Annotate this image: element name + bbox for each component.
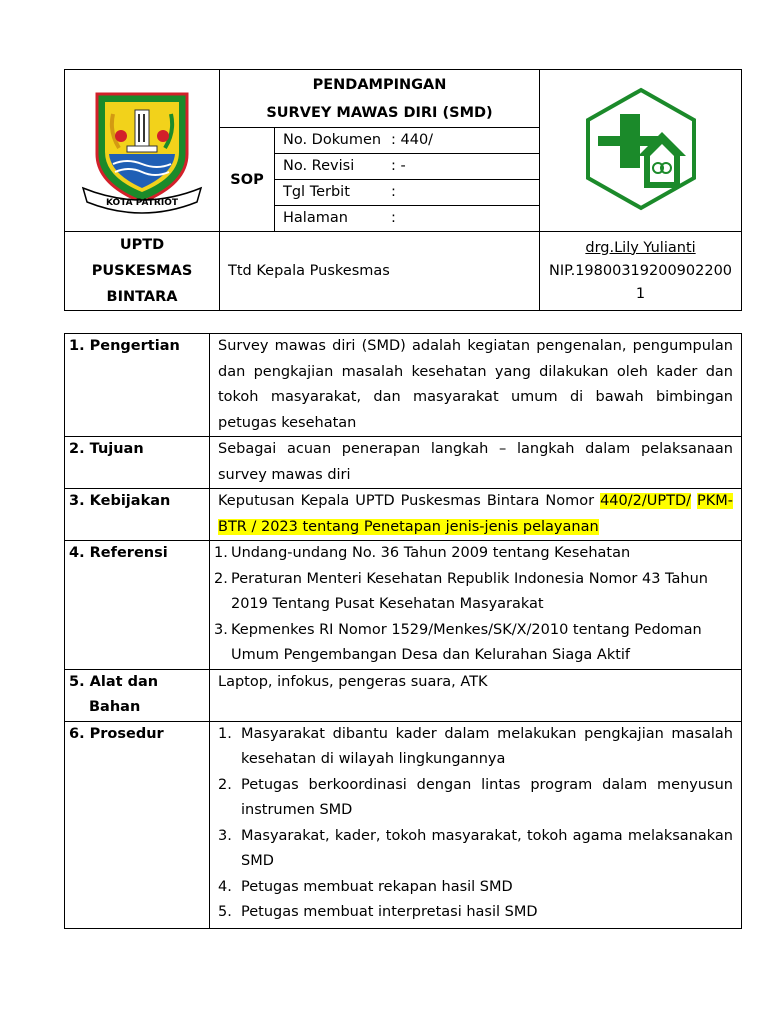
sop-content-table [64,333,742,929]
list-item: 1. Masyarakat dibantu kader dalam melakukan pengkajian masalah kesehatan di wilayah lingkungannya [218,725,733,767]
signature-label: Ttd Kepala Puskesmas [220,232,540,311]
section-label: 4. Referensi [65,541,210,670]
section-body: Survey mawas diri (SMD) adalah kegiatan pengenalan, pengumpulan dan pengkajian masalah kesehatan yang dilakukan oleh kader dan tokoh masyarakat, dan masyarakat umum di bawah bimbingan petugas kesehatan [210,334,742,437]
section-tujuan [65,437,742,489]
section-label: 3. Kebijakan [65,489,210,541]
list-item: 2. Petugas berkoordinasi dengan lintas program dalam menyusun instrumen SMD [218,776,733,818]
signer-name: drg.Lily Yulianti [585,239,696,256]
section-body: Sebagai acuan penerapan langkah – langkah dalam pelaksanaan survey mawas diri [210,437,742,489]
puskesmas-logo-cell [540,70,742,232]
highlighted-text: PKM-BTR / 2023 tentang Penetapan jenis-jenis pelayanan [218,493,734,535]
section-body [210,721,742,928]
sop-label: SOP [220,128,275,232]
sop-header-table [64,69,742,311]
page-row: Halaman : [275,206,540,232]
list-item: 3. Masyarakat, kader, tokoh masyarakat, tokoh agama melaksanakan SMD [218,827,733,869]
section-alat-bahan [65,669,742,721]
list-item: 3. Kepmenkes RI Nomor 1529/Menkes/SK/X/2010 tentang Pedoman Umum Pengembangan Desa dan Kelurahan Siaga Aktif [214,621,702,663]
section-label: 1. Pengertian [65,334,210,437]
city-emblem-icon [77,84,207,214]
section-label: 2. Tujuan [65,437,210,489]
doc-number-row: No. Dokumen : 440/ [275,128,540,154]
section-prosedur [65,721,742,928]
document-title [220,70,540,128]
puskesmas-emblem-icon [576,84,706,214]
city-logo-cell [65,70,220,232]
section-pengertian [65,334,742,437]
list-item: 5. Petugas membuat interpretasi hasil SMD [218,904,538,920]
signer-nip: NIP.19800319200902200 [548,262,733,279]
list-item: 1. Undang-undang No. 36 Tahun 2009 tentang Kesehatan [214,545,631,561]
section-label: 6. Prosedur [65,721,210,928]
section-label: 5. Alat dan Bahan [65,669,210,721]
signer-info: drg.Lily Yulianti NIP.19800319200902200 1 [540,232,742,311]
section-body [210,541,742,670]
list-item: 4. Petugas membuat rekapan hasil SMD [218,878,513,895]
title-line-2: SURVEY MAWAS DIRI (SMD) [266,104,493,121]
section-body: Laptop, infokus, pengeras suara, ATK [210,669,742,721]
section-kebijakan [65,489,742,541]
logo-banner-text: KOTA PATRIOT [105,197,179,208]
section-body: Keputusan Kepala UPTD Puskesmas Bintara Nomor 440/2/UPTD/ PKM-BTR / 2023 tentang Penetapan jenis-jenis pelayanan [210,489,742,541]
unit-name: UPTD PUSKESMAS BINTARA [65,232,220,311]
title-line-1: PENDAMPINGAN [312,76,447,93]
highlighted-text: 440/2/UPTD/ [600,493,692,509]
issue-date-row: Tgl Terbit : [275,180,540,206]
section-referensi [65,541,742,670]
list-item: 2. Peraturan Menteri Kesehatan Republik Indonesia Nomor 43 Tahun 2019 Tentang Pusat Kesehatan Masyarakat [214,570,708,612]
revision-row: No. Revisi : - [275,154,540,180]
